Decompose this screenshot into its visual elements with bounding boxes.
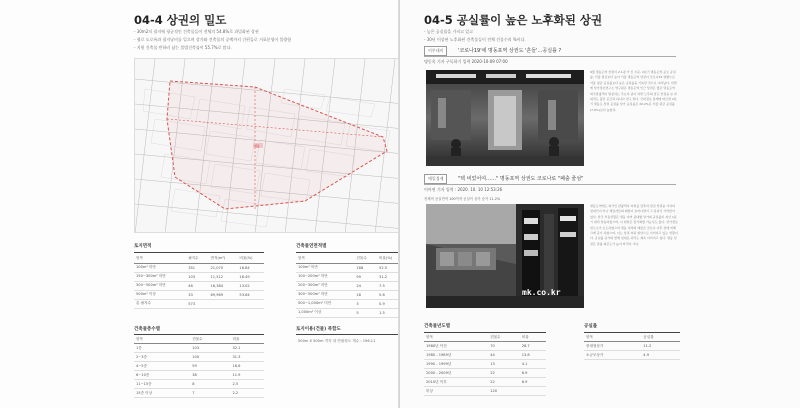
cell: 5.6 bbox=[377, 290, 404, 299]
bullet-3: - 지원 건축물 반하러 났는 불법건축률이 55.7%로 많다. bbox=[134, 45, 232, 50]
land-use-title: 토지이용(건물) 폭합도 bbox=[296, 327, 341, 332]
cell: 500m² 이상 bbox=[134, 290, 186, 299]
cell: 100~200m² 미만 bbox=[296, 272, 354, 281]
map-drawing bbox=[135, 59, 404, 233]
land-area-title: 토지면적 bbox=[134, 244, 152, 249]
col-header: 항목 bbox=[134, 335, 190, 344]
table-row bbox=[424, 378, 546, 387]
vacancy-rate-title: 공실률 bbox=[584, 324, 598, 329]
article1-text: 9월 명동포역 상권이 2.1평 가 진 수준, 2분기 명동포역 공보 공실률, 서울 평균보다 높아 서울 명동포역 상권이 코로나19 영향으로 서울 평균 공실률보다 높은 공실률을 기록한 것으로 나타났다. 한편에 상가정보연구소 연구원은 명동포역 인근 상권은 많은 명동포역 외국관광객이 방문하는 주요지 중이 하면 노후의 점포 상점을 늘 자의적도 불안 공간과 하니다 연구 한다. 국내정보 통계에 따르면 2분기 명동포 상권 공실률 상가 공실률은 22.2%로 서울 평균 공실률(7.9%)보다 높았다. bbox=[590, 70, 677, 112]
cell: 300~500m² 미만 bbox=[134, 281, 186, 290]
right-page bbox=[400, 0, 800, 408]
building-age-table bbox=[424, 333, 546, 396]
bullet-2: - 협로 도로폭과 필지낭비를 일으며 상가와 건축물의 공백까지 간편들로 거표분생이 불량함 bbox=[134, 37, 292, 42]
cell: 69,969 bbox=[209, 290, 238, 299]
table-row bbox=[424, 342, 546, 351]
cell: 100 bbox=[190, 353, 230, 362]
table-header-row bbox=[134, 254, 264, 263]
article2-meta: 이아연 기자 입력 : 2020. 10. 10 12:53:26 bbox=[424, 187, 503, 192]
cell: 200~300m² 미만 bbox=[296, 281, 354, 290]
cell: 32.1 bbox=[230, 344, 264, 353]
cell: 7.5 bbox=[377, 281, 404, 290]
table-row bbox=[296, 272, 404, 281]
cell: 2000 - 2009년 bbox=[424, 369, 488, 378]
cell: 1990 - 1999년 bbox=[424, 360, 488, 369]
cell: 5 bbox=[354, 308, 377, 317]
table-row bbox=[296, 263, 404, 272]
col-header: 항목 bbox=[424, 333, 488, 342]
table-row bbox=[134, 353, 264, 362]
cadastral-map bbox=[134, 58, 404, 233]
cell: 1층 bbox=[134, 344, 190, 353]
density-bullets bbox=[134, 28, 291, 52]
table-row bbox=[424, 369, 546, 378]
cell: 99 bbox=[354, 272, 377, 281]
cell: 0.9 bbox=[377, 299, 404, 308]
map-label: 명동 bbox=[254, 144, 260, 148]
article1-headline: '코로나19'에 명동포역 상권도 '흔들'…공실률 ? bbox=[458, 48, 562, 54]
col-header: 건물수 bbox=[488, 333, 520, 342]
bullet-2: - 30년 이상된 노후화된 건축물들이 전체 건물수의 %이다. bbox=[424, 37, 526, 42]
table-row bbox=[584, 342, 680, 351]
table-header-row bbox=[424, 333, 546, 342]
cell: 11.9 bbox=[230, 371, 264, 380]
col-header: 면적(m²) bbox=[209, 254, 238, 263]
table-row bbox=[296, 299, 404, 308]
cell: 100m² 미만 bbox=[134, 263, 186, 272]
table-row bbox=[134, 389, 264, 398]
col-header: 비율(%) bbox=[377, 254, 404, 263]
cell: 103 bbox=[186, 272, 208, 281]
cell bbox=[209, 299, 238, 308]
cell: 500~1,000m² 미만 bbox=[296, 299, 354, 308]
table-row bbox=[584, 351, 680, 360]
cell: 6.9 bbox=[520, 369, 546, 378]
cell: 11,512 bbox=[209, 272, 238, 281]
cell bbox=[237, 299, 264, 308]
table-row bbox=[134, 281, 264, 290]
article2-photo bbox=[426, 204, 584, 308]
table-row bbox=[134, 362, 264, 371]
cell: 4~5층 bbox=[134, 362, 190, 371]
cell: 중대형상가 bbox=[584, 342, 641, 351]
cell: 1980년 이전 bbox=[424, 342, 488, 351]
cell: 16.84 bbox=[237, 263, 264, 272]
floor-area-table bbox=[296, 254, 404, 318]
col-header: 건물수 bbox=[354, 254, 377, 263]
cell: 22 bbox=[488, 378, 520, 387]
district-boundary bbox=[167, 81, 387, 209]
table-row bbox=[134, 371, 264, 380]
floor-area-title: 건축물연면적별 bbox=[296, 244, 327, 249]
bullet-1: - 높은 공실률을 가지고 있고 bbox=[424, 29, 474, 34]
cell: 16.49 bbox=[237, 272, 264, 281]
col-header: 항목 bbox=[584, 333, 641, 342]
cell: 53.64 bbox=[237, 290, 264, 299]
section-title-vacancy: 04-5 공실률이 높은 노후화된 상권 bbox=[424, 13, 603, 27]
cell: 7 bbox=[190, 389, 230, 398]
table-row bbox=[296, 290, 404, 299]
col-header: 공실률 bbox=[641, 333, 680, 342]
col-header: 항목 bbox=[296, 254, 354, 263]
table-row bbox=[134, 344, 264, 353]
table-row bbox=[296, 281, 404, 290]
article2-text: 명동포역에도 외국인 관광객이 자취를 감추자 밀집 상권을 가지며 임대인이 어나 세입자들의 폐업이 늘어나면서 그 분위기 가라앉아 있다. 한국 부동산원은 명동 지역 중대형 상가의 공실률이 지난 1분기 대비 상승하였으며, 이 현상은 장기화할 가능성도 있다. 상가정보연구소가 보도하였으며 명동 지역의 매물은 코로나 이후 전에 비해 크게 증가 하였으며, 이는 상권 쇠퇴 현상으로 이어지고 있는 상황이다. 공실률 증가와 함께 임대료 하락도 계속 이어지고 있다. 명동 상권은 관광 의존도가 높아 타격이 크다. bbox=[590, 204, 678, 246]
vacancy-rate-table bbox=[584, 333, 680, 360]
cell: 8 bbox=[190, 380, 230, 389]
cell: 1.5 bbox=[377, 308, 404, 317]
cell: 6~10층 bbox=[134, 371, 190, 380]
floors-title: 건축물층수별 bbox=[134, 327, 161, 332]
table-row bbox=[424, 360, 546, 369]
cell: 16,384 bbox=[209, 281, 238, 290]
cell: 44 bbox=[488, 351, 520, 360]
cell: 1,000m² 이상 bbox=[296, 308, 354, 317]
cell: 18 bbox=[354, 290, 377, 299]
land-area-table bbox=[134, 254, 264, 309]
article2-subheading: 전체적 공실면적 100여적 공실이 상가 증가 11.2% bbox=[424, 197, 501, 201]
article1-source: 이투데이 bbox=[424, 46, 447, 56]
cell: 21,070 bbox=[209, 263, 238, 272]
cell: 4.1 bbox=[520, 360, 546, 369]
cell: 103 bbox=[190, 344, 230, 353]
cell: 28.7 bbox=[520, 342, 546, 351]
cell: 총 필지수 bbox=[134, 299, 186, 308]
table-row bbox=[134, 380, 264, 389]
col-header: 비율(%) bbox=[237, 254, 264, 263]
cell: 59 bbox=[190, 362, 230, 371]
cell: 15층 이상 bbox=[134, 389, 190, 398]
cell: 70 bbox=[488, 342, 520, 351]
cell: 150~300m² 미만 bbox=[134, 272, 186, 281]
section-title-density: 04-4 상권의 밀도 bbox=[134, 13, 227, 27]
cell: 2.2 bbox=[230, 389, 264, 398]
cell: 31.2 bbox=[377, 272, 404, 281]
cell bbox=[520, 387, 546, 396]
table-header-row bbox=[296, 254, 404, 263]
cell: 24 bbox=[354, 281, 377, 290]
cell: 31.3 bbox=[230, 353, 264, 362]
land-use-value: 500m X 500m 격자 내 연필평도 개수 : 196.11 bbox=[298, 339, 376, 343]
building-age-title: 건축물년도별 bbox=[424, 324, 451, 329]
table-row bbox=[134, 272, 264, 281]
table-header-row bbox=[584, 333, 680, 342]
cell: 33 bbox=[186, 290, 208, 299]
bullet-1: - 30m2의 필지에 평균적인 건축물들이 전체의 54.8%로 과밀화된 상권 bbox=[134, 29, 259, 34]
col-header: 비율 bbox=[520, 333, 546, 342]
table-row bbox=[134, 299, 264, 308]
cell: 1980 - 1989년 bbox=[424, 351, 488, 360]
table-row bbox=[296, 308, 404, 317]
cell: 573 bbox=[186, 299, 208, 308]
photo-watermark: mk.co.kr bbox=[522, 288, 561, 297]
cell: 18.6 bbox=[230, 362, 264, 371]
cell: 3 bbox=[354, 299, 377, 308]
cell: 168 bbox=[354, 263, 377, 272]
cell: 11~15층 bbox=[134, 380, 190, 389]
article2-headline: "텍 비었어여……" 명동포역 상권도 코로나로 "폐출 줄섬" bbox=[458, 176, 584, 182]
article1-photo bbox=[426, 70, 584, 166]
cell: 38 bbox=[190, 371, 230, 380]
cell: 120 bbox=[488, 387, 520, 396]
table-header-row bbox=[134, 335, 264, 344]
cell: 46 bbox=[186, 281, 208, 290]
vacancy-bullets bbox=[424, 28, 526, 44]
table-row bbox=[134, 263, 264, 272]
cell: 52.5 bbox=[377, 263, 404, 272]
cell: 2.5 bbox=[230, 380, 264, 389]
col-header: 필지수 bbox=[186, 254, 208, 263]
article2-source: 매일경제 bbox=[424, 174, 447, 184]
col-header: 항목 bbox=[134, 254, 186, 263]
cell: 2~3층 bbox=[134, 353, 190, 362]
cell: 2010년 이후 bbox=[424, 378, 488, 387]
cell: 4.9 bbox=[641, 351, 680, 360]
cell: 소규모상가 bbox=[584, 351, 641, 360]
floors-table bbox=[134, 335, 264, 398]
article1-meta: 명동욱 기자 구독하기 입력 2020-10-09 07:00 bbox=[424, 59, 508, 64]
cell: 100m² 미만 bbox=[296, 263, 354, 272]
table-row bbox=[424, 387, 546, 396]
cell: 300~500m² 미만 bbox=[296, 290, 354, 299]
cell: 13 bbox=[488, 360, 520, 369]
cell: 6.9 bbox=[520, 378, 546, 387]
col-header: 건물수 bbox=[190, 335, 230, 344]
col-header: 비율 bbox=[230, 335, 264, 344]
table-row bbox=[424, 351, 546, 360]
cell: 11.2 bbox=[641, 342, 680, 351]
cell: 22 bbox=[488, 369, 520, 378]
cell: 351 bbox=[186, 263, 208, 272]
cell: 13.02 bbox=[237, 281, 264, 290]
table-row bbox=[134, 290, 264, 299]
cell: 13.8 bbox=[520, 351, 546, 360]
cell: 미상 bbox=[424, 387, 488, 396]
